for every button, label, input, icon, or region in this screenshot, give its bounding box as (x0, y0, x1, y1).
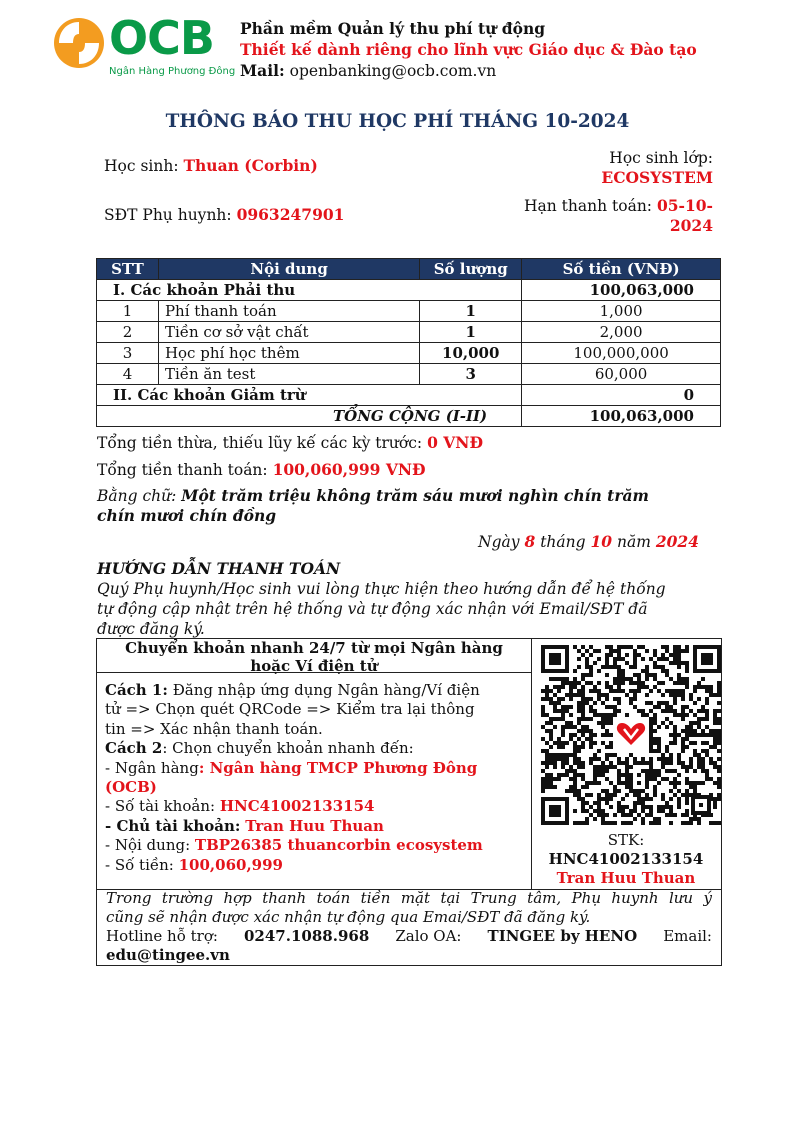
date-nam: năm (617, 533, 651, 551)
row-stt: 1 (97, 301, 159, 322)
support-row (106, 927, 712, 946)
fees-table (96, 258, 721, 427)
words-line1: Một trăm triệu không trăm sáu mươi nghìn chín trăm (181, 486, 649, 505)
ocb-logo-icon (53, 17, 105, 69)
guide-title: HƯỚNG DẪN THANH TOÁN (97, 559, 341, 578)
mail-label: Mail: (240, 61, 285, 80)
pay-value: 100,060,999 VNĐ (272, 460, 426, 479)
class-info (601, 148, 713, 188)
qr-account-info (531, 831, 721, 888)
payment-guide (97, 559, 722, 639)
parent-phone: 0963247901 (236, 205, 345, 224)
section-deductions-label: II. Các khoản Giảm trừ (97, 385, 522, 406)
row-content: Học phí học thêm (158, 343, 419, 364)
carry-over-row (97, 433, 483, 453)
grand-total-label: TỔNG CỘNG (I-II) (97, 406, 522, 427)
pay-label: Tổng tiền thanh toán: (97, 461, 268, 479)
bank-label: - Ngân hàng (105, 758, 199, 777)
method1 (105, 681, 525, 700)
note-value[interactable]: TBP26385 thuancorbin ecosystem (194, 836, 483, 855)
guide-line1: Quý Phụ huynh/Học sinh vui lòng thực hiện theo hướng dẫn để hệ thống (97, 580, 666, 598)
zalo-value[interactable]: TINGEE by HENO (487, 927, 638, 945)
amount-value: 100,060,999 (178, 855, 283, 874)
col-header-qty: Số lượng (420, 259, 522, 280)
row-stt: 2 (97, 322, 159, 343)
row-amount: 1,000 (522, 301, 721, 322)
header-line-tagline: Thiết kế dành riêng cho lĩnh vực Giáo dục & Đào tạo (240, 40, 697, 59)
email-label: Email: (663, 927, 712, 945)
total-payment-row (97, 460, 426, 480)
owner-value: Tran Huu Thuan (245, 816, 384, 835)
hotline-value[interactable]: 0247.1088.968 (244, 927, 370, 945)
due-label: Hạn thanh toán: (524, 197, 653, 215)
due-date-part2: 2024 (669, 216, 713, 235)
bank-row (105, 759, 525, 778)
carry-value: 0 VNĐ (427, 433, 484, 452)
student-name-row (104, 156, 318, 176)
header-text (240, 18, 697, 82)
words-label: Bằng chữ: (97, 487, 177, 505)
row-qty: 1 (420, 301, 522, 322)
brand-name: OCB (109, 11, 214, 65)
col-header-stt: STT (97, 259, 159, 280)
support-email[interactable]: edu@tingee.vn (106, 946, 230, 964)
guide-line3: được đăng ký. (97, 620, 205, 638)
grand-total-row (97, 406, 721, 427)
header-mail (240, 60, 697, 82)
row-qty: 1 (420, 322, 522, 343)
row-qty: 10,000 (420, 343, 522, 364)
table-header-row (97, 259, 721, 280)
due-date-part1: 05-10- (656, 196, 713, 215)
method2-text: : Chọn chuyển khoản nhanh đến: (162, 739, 414, 758)
phone-label: SĐT Phụ huynh: (104, 206, 232, 224)
brand-subtitle: Ngân Hàng Phương Đông (109, 66, 236, 77)
section-receivables-row (97, 280, 721, 301)
amount-label: - Số tiền: (105, 855, 174, 874)
ocb-logo (53, 11, 236, 81)
method1-line3: tin => Xác nhận thanh toán. (105, 719, 323, 738)
owner-label: - Chủ tài khoản: (105, 816, 241, 835)
class-name: ECOSYSTEM (601, 168, 713, 187)
stk-value: HNC41002133154 (548, 850, 704, 868)
page-title: THÔNG BÁO THU HỌC PHÍ THÁNG 10-2024 (165, 111, 630, 132)
row-stt: 4 (97, 364, 159, 385)
issue-date (478, 532, 699, 552)
account-label: - Số tài khoản: (105, 797, 216, 816)
date-month: 10 (590, 532, 613, 551)
amount-row (105, 856, 525, 875)
amount-in-words (97, 486, 649, 526)
owner-row (105, 817, 525, 836)
hotline-label: Hotline hỗ trợ: (106, 927, 218, 945)
stk-label: STK: (607, 831, 645, 849)
date-day: 8 (524, 532, 536, 551)
row-amount: 100,000,000 (522, 343, 721, 364)
table-row (97, 364, 721, 385)
transfer-instructions (105, 681, 525, 875)
cash-line2: cũng sẽ nhận được xác nhận tự động qua Emai/SĐT đã đăng ký. (106, 908, 591, 926)
grand-total-value: 100,063,000 (522, 406, 721, 427)
due-date-info (524, 196, 713, 236)
words-line2: chín mươi chín đồng (97, 506, 277, 525)
method1-label: Cách 1: (105, 681, 168, 699)
cash-line1: Trong trường hợp thanh toán tiền mặt tại Trung tâm, Phụ huynh lưu ý (106, 889, 712, 907)
date-year: 2024 (655, 532, 699, 551)
mail-value[interactable]: openbanking@ocb.com.vn (289, 62, 497, 80)
section-receivables-total: 100,063,000 (522, 280, 721, 301)
col-header-content: Nội dung (158, 259, 419, 280)
cash-and-support (106, 889, 712, 965)
date-ngay: Ngày (478, 533, 520, 551)
method2-label: Cách 2 (105, 739, 163, 758)
account-row (105, 797, 525, 816)
section-deductions-total: 0 (522, 385, 721, 406)
row-qty: 3 (420, 364, 522, 385)
carry-label: Tổng tiền thừa, thiếu lũy kế các kỳ trước: (97, 434, 423, 452)
col-header-amount: Số tiền (VNĐ) (522, 259, 721, 280)
transfer-title-line1: Chuyển khoản nhanh 24/7 từ mọi Ngân hàng (125, 639, 503, 657)
note-label: - Nội dung: (105, 836, 191, 855)
row-amount: 60,000 (522, 364, 721, 385)
payment-qr-code (541, 645, 721, 827)
payment-box (96, 638, 722, 966)
guide-line2: tự động cập nhật trên hệ thống và tự động xác nhận với Email/SĐT đã (97, 600, 648, 618)
row-content: Tiền cơ sở vật chất (158, 322, 419, 343)
transfer-title (97, 639, 531, 675)
row-stt: 3 (97, 343, 159, 364)
bank-value-2: (OCB) (105, 778, 157, 797)
row-amount: 2,000 (522, 322, 721, 343)
method1-line1: Đăng nhập ứng dụng Ngân hàng/Ví điện (172, 681, 480, 699)
method2 (105, 739, 525, 758)
table-row (97, 322, 721, 343)
table-row (97, 301, 721, 322)
class-label: Học sinh lớp: (609, 149, 713, 167)
row-content: Phí thanh toán (158, 301, 419, 322)
date-thang: tháng (540, 533, 586, 551)
student-label: Học sinh: (104, 157, 179, 175)
student-name: Thuan (Corbin) (183, 156, 318, 175)
header-line-software: Phần mềm Quản lý thu phí tự động (240, 19, 546, 38)
bank-value-1: : Ngân hàng TMCP Phương Đông (198, 758, 478, 777)
zalo-label: Zalo OA: (395, 927, 462, 945)
row-content: Tiền ăn test (158, 364, 419, 385)
stk-owner: Tran Huu Thuan (556, 869, 696, 887)
section-deductions-row (97, 385, 721, 406)
section-receivables-label: I. Các khoản Phải thu (97, 280, 522, 301)
note-row (105, 836, 525, 855)
table-row (97, 343, 721, 364)
method1-line2: tử => Chọn quét QRCode => Kiểm tra lại thông (105, 700, 475, 719)
account-value[interactable]: HNC41002133154 (219, 797, 375, 816)
parent-phone-row (104, 205, 344, 225)
transfer-title-line2: hoặc Ví điện tử (250, 657, 378, 675)
